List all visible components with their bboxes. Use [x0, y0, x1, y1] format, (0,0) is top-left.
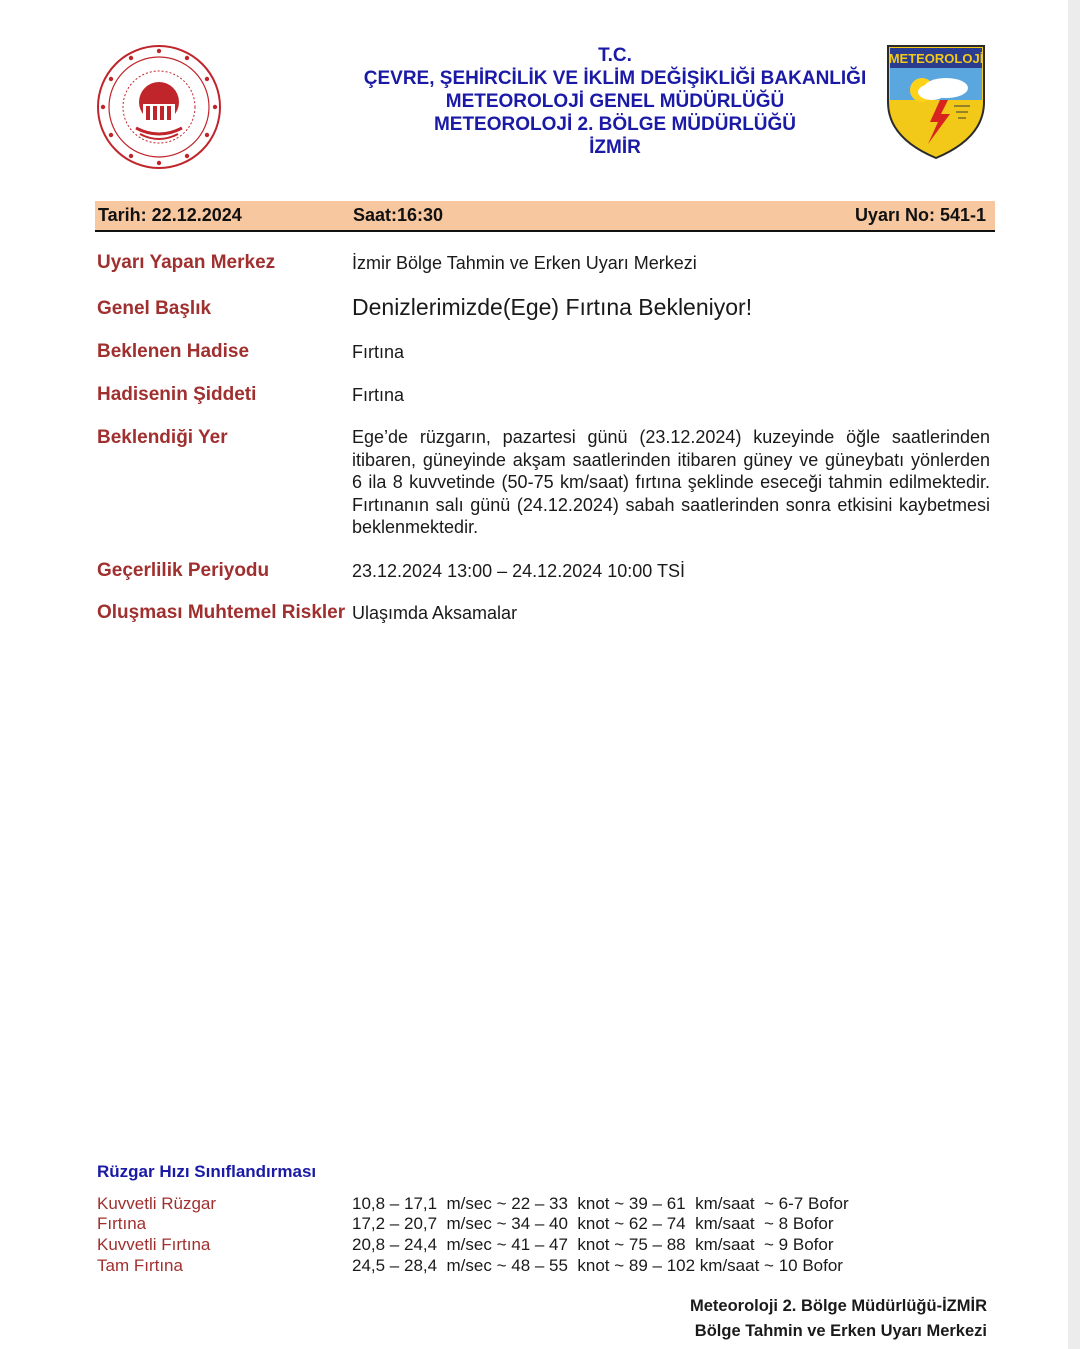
risks-value: Ulaşımda Aksamalar [352, 603, 518, 623]
header-line-ministry: ÇEVRE, ŞEHİRCİLİK VE İKLİM DEĞİŞİKLİĞİ BAKANLIĞI [363, 68, 867, 89]
warning-number: Uyarı No: 541-1 [854, 205, 986, 225]
title-label: Genel Başlık [97, 298, 212, 319]
logo-wordmark: METEOROLOJİ [888, 51, 984, 66]
wind-class-label: Kuvvetli Rüzgar [97, 1194, 217, 1213]
validity-value: 23.12.2024 13:00 – 24.12.2024 10:00 TSİ [352, 561, 685, 581]
severity-value: Fırtına [352, 385, 405, 405]
wind-row [0, 1235, 1000, 1256]
wind-class-range: 24,5 – 28,4 m/sec ~ 48 – 55 knot ~ 89 – 102 km/saat ~ 10 Bofor [352, 1256, 843, 1275]
wind-class-label: Fırtına [97, 1214, 147, 1233]
footer-center: Bölge Tahmin ve Erken Uyarı Merkezi [694, 1322, 987, 1340]
warning-info-bar [95, 201, 995, 232]
header-line-regional: METEOROLOJİ 2. BÖLGE MÜDÜRLÜĞÜ [433, 114, 797, 135]
header-line-tc: T.C. [598, 45, 632, 66]
meteoroloji-shield-logo [884, 42, 988, 160]
validity-label: Geçerlilik Periyodu [97, 560, 270, 581]
wind-class-label: Kuvvetli Fırtına [97, 1235, 211, 1254]
wind-row [0, 1194, 1000, 1215]
wind-class-label: Tam Fırtına [97, 1256, 183, 1275]
wind-class-range: 10,8 – 17,1 m/sec ~ 22 – 33 knot ~ 39 – 61 km/saat ~ 6-7 Bofor [352, 1194, 849, 1213]
wind-class-range: 17,2 – 20,7 m/sec ~ 34 – 40 knot ~ 62 – 74 km/saat ~ 8 Bofor [352, 1214, 834, 1233]
location-description: Ege’de rüzgarın, pazartesi günü (23.12.2024) kuzeyinde öğle saatlerinden itibaren, güneyinde akşam saatlerinden itibaren güney ve güneybatı yönlerden 6 ila 8 kuvvetinde (50-75 km/saat) fırtına şeklinde eseceği tahmin edilmektedir. Fırtınanın salı günü (24.12.2024) sabah saatlerinden sonra etkisini kaybetmesi beklenmektedir. [352, 427, 990, 537]
ministry-header [340, 44, 890, 159]
title-value: Denizlerimizde(Ege) Fırtına Bekleniyor! [352, 294, 753, 320]
warning-date: Tarih: 22.12.2024 [98, 205, 242, 225]
wind-class-range: 20,8 – 24,4 m/sec ~ 41 – 47 knot ~ 75 – 88 km/saat ~ 9 Bofor [352, 1235, 834, 1254]
event-label: Beklenen Hadise [97, 341, 250, 362]
warning-time: Saat:16:30 [353, 205, 444, 225]
wind-classification-title: Rüzgar Hızı Sınıflandırması [97, 1162, 317, 1181]
page-edge [1068, 0, 1080, 1349]
location-label: Beklendiği Yer [97, 427, 228, 448]
center-value: İzmir Bölge Tahmin ve Erken Uyarı Merkezi [352, 253, 697, 273]
ministry-seal-logo [96, 44, 222, 170]
event-value: Fırtına [352, 342, 405, 362]
footer-directorate: Meteoroloji 2. Bölge Müdürlüğü-İZMİR [690, 1297, 987, 1315]
header-line-directorate: METEOROLOJİ GENEL MÜDÜRLÜĞÜ [445, 91, 785, 112]
severity-label: Hadisenin Şiddeti [97, 384, 257, 405]
wind-row [0, 1256, 1000, 1277]
center-label: Uyarı Yapan Merkez [97, 252, 276, 273]
header-line-city: İZMİR [589, 137, 641, 158]
wind-row [0, 1214, 1000, 1235]
risks-label: Oluşması Muhtemel Riskler [97, 602, 346, 623]
